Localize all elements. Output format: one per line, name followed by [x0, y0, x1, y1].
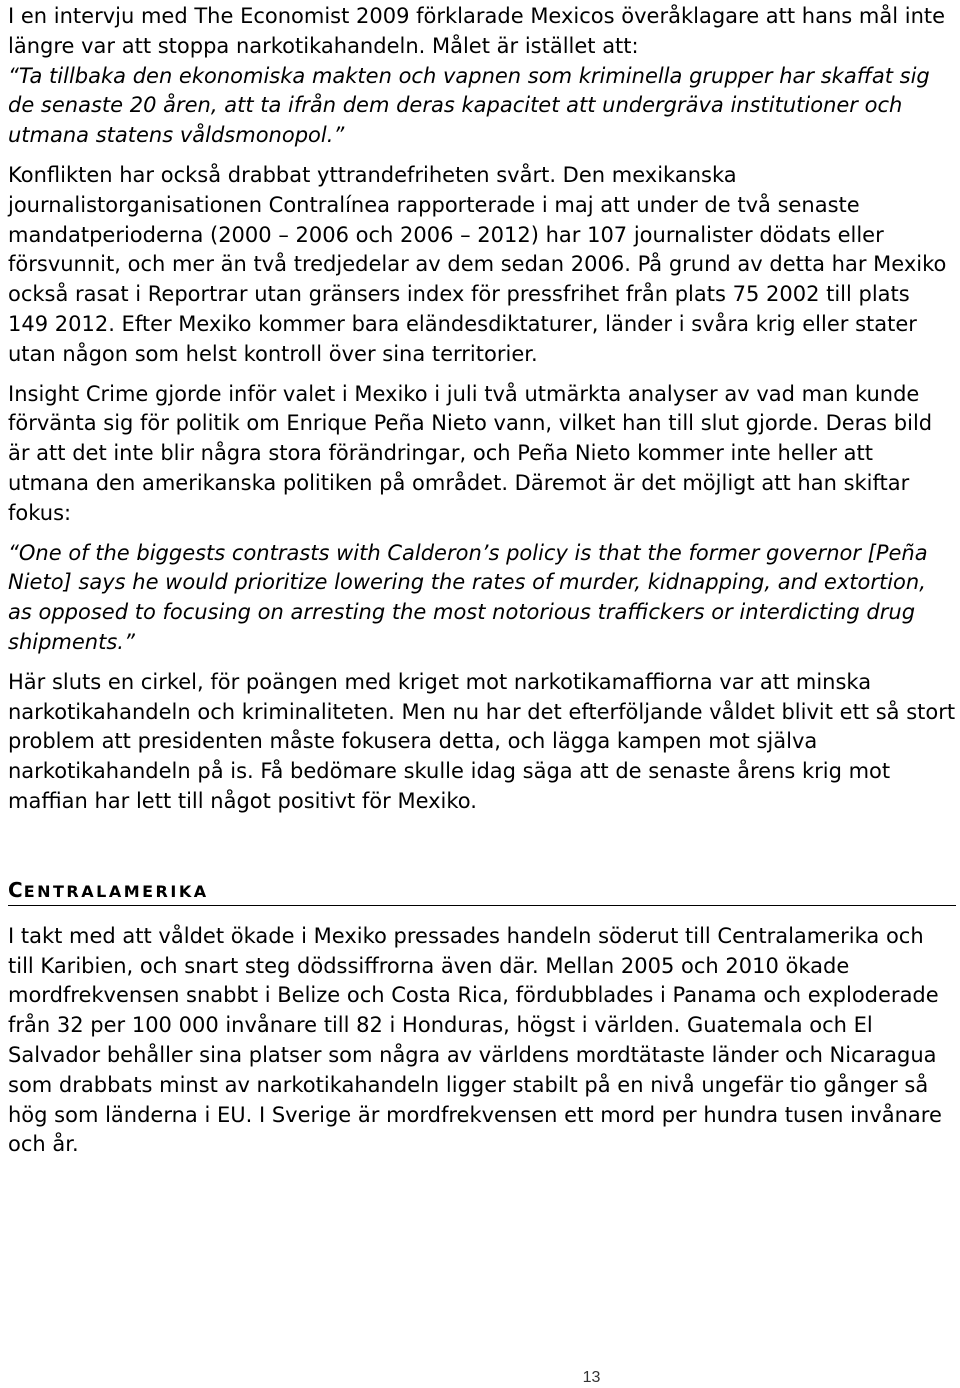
section-heading-centralamerika: [8, 879, 956, 906]
document-page: [8, 2, 956, 1160]
heading-initial: C: [8, 877, 24, 902]
heading-rest: ENTRALAMERIKA: [23, 881, 209, 901]
quote-pena-nieto: “One of the biggests contrasts with Calderon’s policy is that the former governor [Peña Nieto] says he would prioritize lowering the rates of murder, kidnapping, and extortion, as opposed to focusing on arresting the most notorious traffickers or interdicting drug shipments.”: [8, 540, 928, 654]
paragraph-intro: I en intervju med The Economist 2009 förklarade Mexicos överåklagare att hans mål inte längre var att stoppa narkotikahandeln. Målet är istället att:: [8, 4, 946, 58]
quote-attorney: “Ta tillbaka den ekonomiska makten och vapnen som kriminella grupper har skaffat sig de senaste 20 åren, att ta ifrån dem deras kapacitet att undergräva institutioner och utmana statens våldsmonopol.”: [8, 63, 930, 148]
paragraph-insight-crime: Insight Crime gjorde inför valet i Mexiko i juli två utmärkta analyser av vad man kunde förvänta sig för politik om Enrique Peña Nieto vann, vilket han till slut gjorde. Deras bild är att det inte blir några stora förändringar, och Peña Nieto kommer inte heller att utmana den amerikanska politiken på området. Däremot är det möjligt att han skiftar fokus:: [8, 381, 933, 525]
paragraph-central-america: I takt med att våldet ökade i Mexiko pressades handeln söderut till Centralamerika och till Karibien, och snart steg dödssiffrorna även där. Mellan 2005 och 2010 ökade mordfrekvensen snabbt i Belize och Costa Rica, fördubblades i Panama och exploderade från 32 per 100 000 invånare till 82 i Honduras, högst i världen. Guatemala och El Salvador behåller sina platser som några av världens mordtätaste länder och Nicaragua som drabbats minst av narkotikahandeln ligger stabilt på en nivå ungefär tio gånger så hög som länderna i EU. I Sverige är mordfrekvensen ett mord per hundra tusen invånare och år.: [8, 923, 942, 1157]
page-number: 13: [582, 1369, 601, 1386]
paragraph-circle: Här sluts en cirkel, för poängen med kriget mot narkotikamaffiorna var att minska narkotikahandeln och kriminaliteten. Men nu har det efterföljande våldet blivit ett så stort problem att presidenten måste fokusera detta, och lägga kampen mot själva narkotikahandeln på is. Få bedömare skulle idag säga att de senaste årens krig mot maffian har lett till något positivt för Mexiko.: [8, 669, 956, 813]
paragraph-press-freedom: Konflikten har också drabbat yttrandefriheten svårt. Den mexikanska journalistorganisationen Contralínea rapporterade i maj att under de två senaste mandatperioderna (2000 – 2006 och 2006 – 2012) har 107 journalister dödats eller försvunnit, och mer än två tredjedelar av dem sedan 2006. På grund av detta har Mexiko också rasat i Reportrar utan gränsers index för pressfrihet från plats 75 2002 till plats 149 2012. Efter Mexiko kommer bara eländesdiktaturer, länder i svåra krig eller stater utan någon som helst kontroll över sina territorier.: [8, 162, 947, 366]
